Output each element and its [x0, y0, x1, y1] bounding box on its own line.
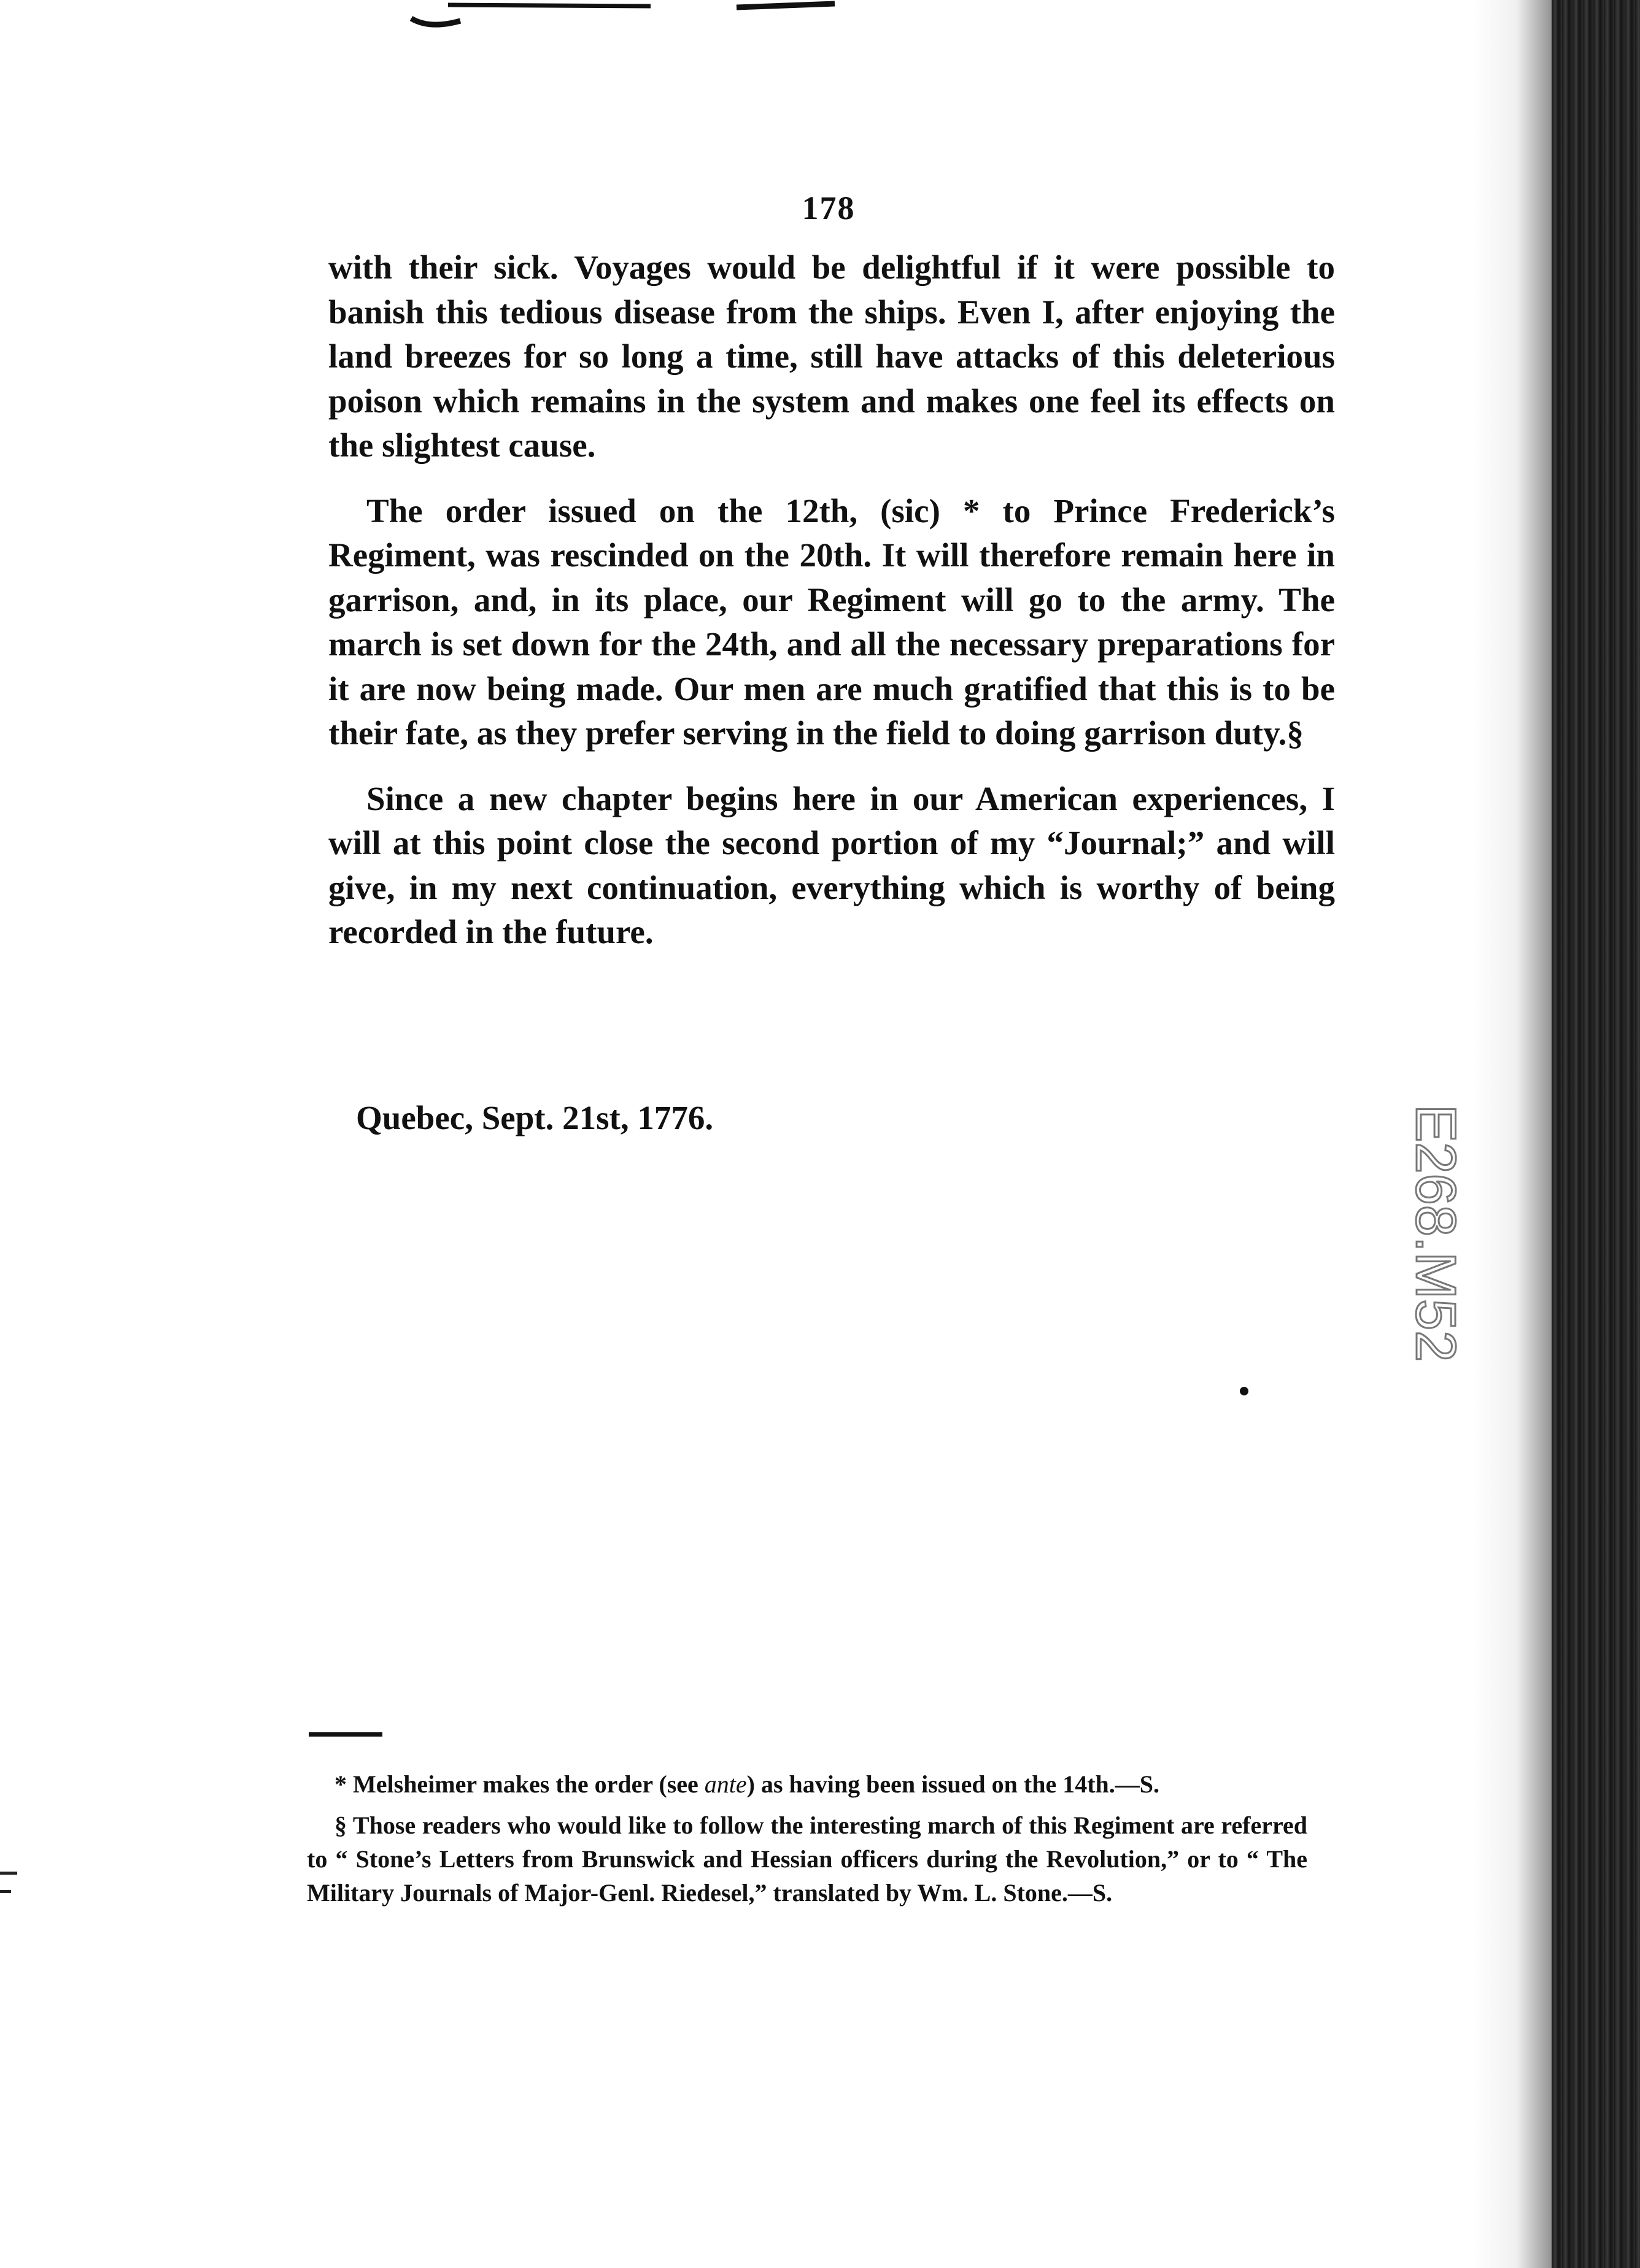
- footnote-text: * Melsheimer makes the order (see: [335, 1770, 705, 1798]
- footnote-text: ) as having been issued on the 14th.—S.: [746, 1770, 1160, 1798]
- footnote-italic: ante: [704, 1770, 747, 1798]
- call-number-stamp: [1393, 1098, 1473, 1454]
- paragraph: with their sick. Voyages would be delightful if it were possible to banish this tedious disease from the ships. Even I, after enjoying the land breezes for so long a time, still have attacks of this deleterious poison which remains in the system and makes one feel its effects on the slightest cause.: [328, 249, 1335, 464]
- footnotes: [307, 1767, 1307, 1917]
- body-text: [328, 245, 1335, 976]
- svg-text:E268.M52: E268.M52: [1404, 1105, 1467, 1362]
- footnote-section: § Those readers who would like to follow the interesting march of this Regiment are referred to “ Stone’s Letters from Brunswick and Hessian officers during the Revolution,” or to “ The Military Journals of Major-Genl. Riedesel,” translated by Wm. L. Stone.—S.: [307, 1811, 1307, 1907]
- footnote-rule: [309, 1732, 382, 1737]
- paragraph: Since a new chapter begins here in our American experiences, I will at this point close the second portion of my “Journal;” and will give, in my next continuation, everything which is worthy of being recorded in the future.: [328, 779, 1335, 951]
- top-ink-mark: [393, 0, 896, 31]
- dateline: Quebec, Sept. 21st, 1776.: [356, 1099, 714, 1136]
- ink-dot: [1240, 1387, 1248, 1395]
- paragraph: The order issued on the 12th, (sic) * to Prince Frederick’s Regiment, was rescinded on the 20th. It will therefore remain here in garrison, and, in its place, our Regiment will go to the army. The march is set down for the 24th, and all the necessary preparations for it are now being made. Our men are much gratified that this is to be their fate, as they prefer serving in the field to doing garrison duty.§: [328, 492, 1335, 752]
- scan-border: [1552, 0, 1640, 2268]
- page-edge-shadow: [1473, 0, 1552, 2268]
- page-number: 178: [802, 190, 856, 226]
- footnote-star: [307, 1767, 1307, 1801]
- edge-tick: [0, 1890, 11, 1893]
- edge-tick: [0, 1872, 17, 1875]
